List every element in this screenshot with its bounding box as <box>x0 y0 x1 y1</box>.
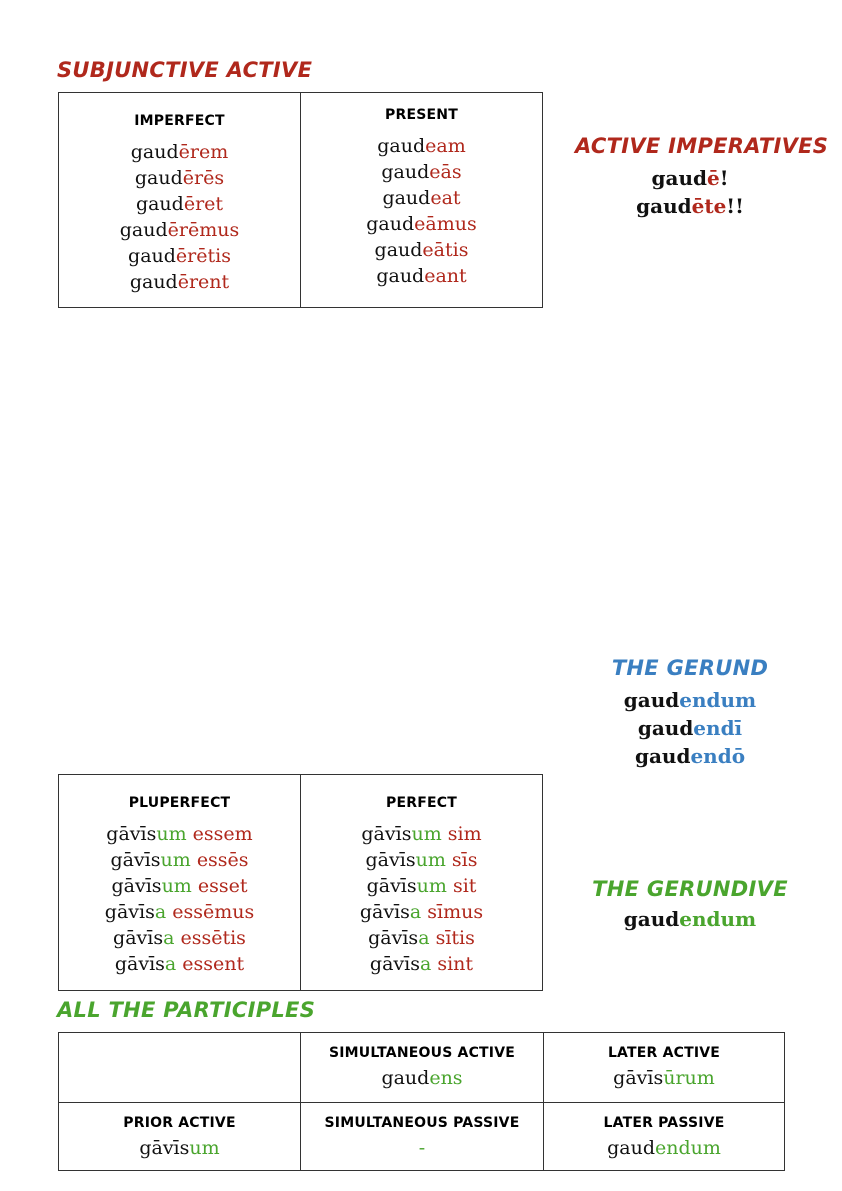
form-stem: gāvīs <box>113 927 164 949</box>
form-stem: gaud <box>381 161 430 183</box>
form-row <box>59 847 300 873</box>
form-row <box>59 899 300 925</box>
form-row <box>59 165 300 191</box>
participle-later-passive <box>544 1115 784 1161</box>
form-row <box>301 821 542 847</box>
imperative-forms <box>575 164 805 220</box>
form-row <box>301 185 542 211</box>
form-row <box>575 164 805 192</box>
form-suffix: !! <box>726 194 744 218</box>
pluperfect-forms <box>59 821 300 977</box>
form-suffix: ! <box>719 166 729 190</box>
participle-ending: ens <box>429 1067 463 1089</box>
gerundive-section <box>575 877 805 933</box>
imperfect-column <box>59 113 300 295</box>
form-row <box>59 243 300 269</box>
form-auxiliary: essent <box>182 953 245 975</box>
active-imperatives-heading: ACTIVE IMPERATIVES <box>575 134 829 158</box>
form-row <box>301 211 542 237</box>
form-row <box>59 925 300 951</box>
form-ending: a <box>163 927 175 949</box>
form-ending: a <box>164 953 177 975</box>
form-auxiliary: sim <box>447 823 482 845</box>
form-auxiliary: sīmus <box>427 901 484 923</box>
form-ending: ērētis <box>175 245 231 267</box>
form-stem: gāvīs <box>369 953 420 975</box>
prior-active-label: PRIOR ACTIVE <box>123 1115 236 1131</box>
form-ending: endō <box>690 744 746 768</box>
form-row <box>301 847 542 873</box>
form-auxiliary: sit <box>452 875 477 897</box>
present-forms <box>301 133 542 289</box>
gerund-forms <box>580 686 800 770</box>
form-stem: gaud <box>135 193 184 215</box>
participle-ending: endum <box>654 1137 721 1159</box>
form-row <box>59 191 300 217</box>
gerundive-heading: THE GERUNDIVE <box>592 877 788 901</box>
form-row <box>59 821 300 847</box>
form-row <box>301 873 542 899</box>
form-stem: gāvīs <box>114 953 165 975</box>
gerund-section <box>580 656 800 770</box>
perfect-forms <box>301 821 542 977</box>
form-auxiliary: essēs <box>196 849 249 871</box>
active-imperatives-section <box>575 134 829 220</box>
participle-simultaneous-active <box>301 1045 543 1091</box>
form-row <box>301 899 542 925</box>
present-label: PRESENT <box>385 107 458 123</box>
form-ending: eant <box>424 265 467 287</box>
form-row <box>301 951 542 977</box>
participles-table <box>58 1032 785 1171</box>
table-divider <box>59 1102 784 1103</box>
simultaneous-passive-label: SIMULTANEOUS PASSIVE <box>324 1115 520 1131</box>
participle-stem: gāvīs <box>613 1067 664 1089</box>
form-row <box>301 925 542 951</box>
form-stem: gaud <box>130 141 179 163</box>
form-stem: gaud <box>128 245 176 267</box>
gerundive-forms <box>575 905 805 933</box>
form-stem: gaud <box>651 166 707 190</box>
form-stem: gaud <box>634 744 691 768</box>
form-stem: gāvīs <box>110 849 161 871</box>
form-row <box>301 237 542 263</box>
form-ending: ērēs <box>182 167 225 189</box>
form-stem: gaud <box>119 219 168 241</box>
later-active-label: LATER ACTIVE <box>607 1045 721 1061</box>
form-stem: gāvīs <box>359 901 410 923</box>
participle-prior-active <box>59 1115 300 1161</box>
form-stem: gaud <box>376 265 425 287</box>
form-stem: gaud <box>366 213 415 235</box>
participle-ending: um <box>189 1137 220 1159</box>
pluperfect-column <box>59 795 300 977</box>
form-row <box>59 269 300 295</box>
form-ending: ērent <box>177 271 230 293</box>
form-ending: um <box>161 875 192 897</box>
form-ending: endum <box>679 907 757 931</box>
form-stem: gāvīs <box>111 875 162 897</box>
form-ending: ē <box>706 166 720 190</box>
form-ending: a <box>409 901 422 923</box>
form-stem: gāvīs <box>366 875 417 897</box>
form-ending: a <box>419 953 432 975</box>
form-row <box>575 192 805 220</box>
form-stem: gaud <box>382 187 431 209</box>
participle-ending: ūrum <box>663 1067 715 1089</box>
later-passive-label: LATER PASSIVE <box>603 1115 725 1131</box>
form-row <box>59 139 300 165</box>
form-auxiliary: essēmus <box>172 901 255 923</box>
form-row <box>59 217 300 243</box>
participle-ending: - <box>418 1137 426 1159</box>
imperfect-forms <box>59 139 300 295</box>
form-stem: gaud <box>129 271 178 293</box>
form-stem: gaud <box>134 167 183 189</box>
perfect-subjunctive-table <box>58 774 543 991</box>
form-stem: gāvīs <box>368 927 419 949</box>
form-row <box>580 686 800 714</box>
subjunctive-active-table <box>58 92 543 308</box>
form-row <box>301 159 542 185</box>
form-ending: a <box>154 901 167 923</box>
participle-stem: gaud <box>381 1067 430 1089</box>
form-auxiliary: essētis <box>180 927 246 949</box>
present-column <box>301 107 542 289</box>
form-auxiliary: sīs <box>451 849 478 871</box>
pluperfect-label: PLUPERFECT <box>128 795 231 811</box>
form-stem: gaud <box>374 239 423 261</box>
form-row <box>59 951 300 977</box>
form-stem: gaud <box>377 135 426 157</box>
simultaneous-active-label: SIMULTANEOUS ACTIVE <box>328 1045 516 1061</box>
form-row <box>59 873 300 899</box>
form-ending: ērem <box>178 141 229 163</box>
participle-simultaneous-passive <box>301 1115 543 1161</box>
form-ending: um <box>160 849 191 871</box>
form-ending: a <box>418 927 430 949</box>
form-ending: eātis <box>422 239 469 261</box>
participle-stem: gaud <box>607 1137 655 1159</box>
gerund-heading: THE GERUND <box>611 656 769 680</box>
form-row <box>301 133 542 159</box>
imperfect-label: IMPERFECT <box>134 113 225 129</box>
perfect-label: PERFECT <box>386 795 457 811</box>
form-auxiliary: sint <box>437 953 474 975</box>
form-ending: endum <box>679 688 757 712</box>
form-ending: um <box>411 823 442 845</box>
form-stem: gaud <box>623 907 680 931</box>
form-ending: um <box>156 823 187 845</box>
form-auxiliary: sītis <box>435 927 475 949</box>
form-ending: ēte <box>691 194 727 218</box>
form-auxiliary: esset <box>197 875 248 897</box>
form-row <box>580 714 800 742</box>
participle-later-active <box>544 1045 784 1091</box>
form-ending: um <box>416 875 447 897</box>
form-row <box>580 742 800 770</box>
subjunctive-active-heading: SUBJUNCTIVE ACTIVE <box>57 58 313 82</box>
form-stem: gaud <box>637 716 694 740</box>
form-stem: gāvīs <box>104 901 155 923</box>
form-row <box>575 905 805 933</box>
form-ending: eat <box>430 187 461 209</box>
participles-heading: ALL THE PARTICIPLES <box>57 998 316 1022</box>
form-ending: ēret <box>183 193 224 215</box>
form-stem: gāvīs <box>365 849 416 871</box>
form-ending: eam <box>425 135 466 157</box>
participle-stem: gāvīs <box>139 1137 190 1159</box>
perfect-column <box>301 795 542 977</box>
form-ending: endī <box>693 716 743 740</box>
form-ending: eās <box>429 161 462 183</box>
form-ending: eāmus <box>414 213 477 235</box>
form-stem: gāvīs <box>361 823 412 845</box>
form-row <box>301 263 542 289</box>
form-auxiliary: essem <box>192 823 253 845</box>
form-ending: ērēmus <box>167 219 240 241</box>
form-stem: gaud <box>636 194 692 218</box>
form-stem: gaud <box>623 688 680 712</box>
form-stem: gāvīs <box>106 823 157 845</box>
form-ending: um <box>415 849 446 871</box>
